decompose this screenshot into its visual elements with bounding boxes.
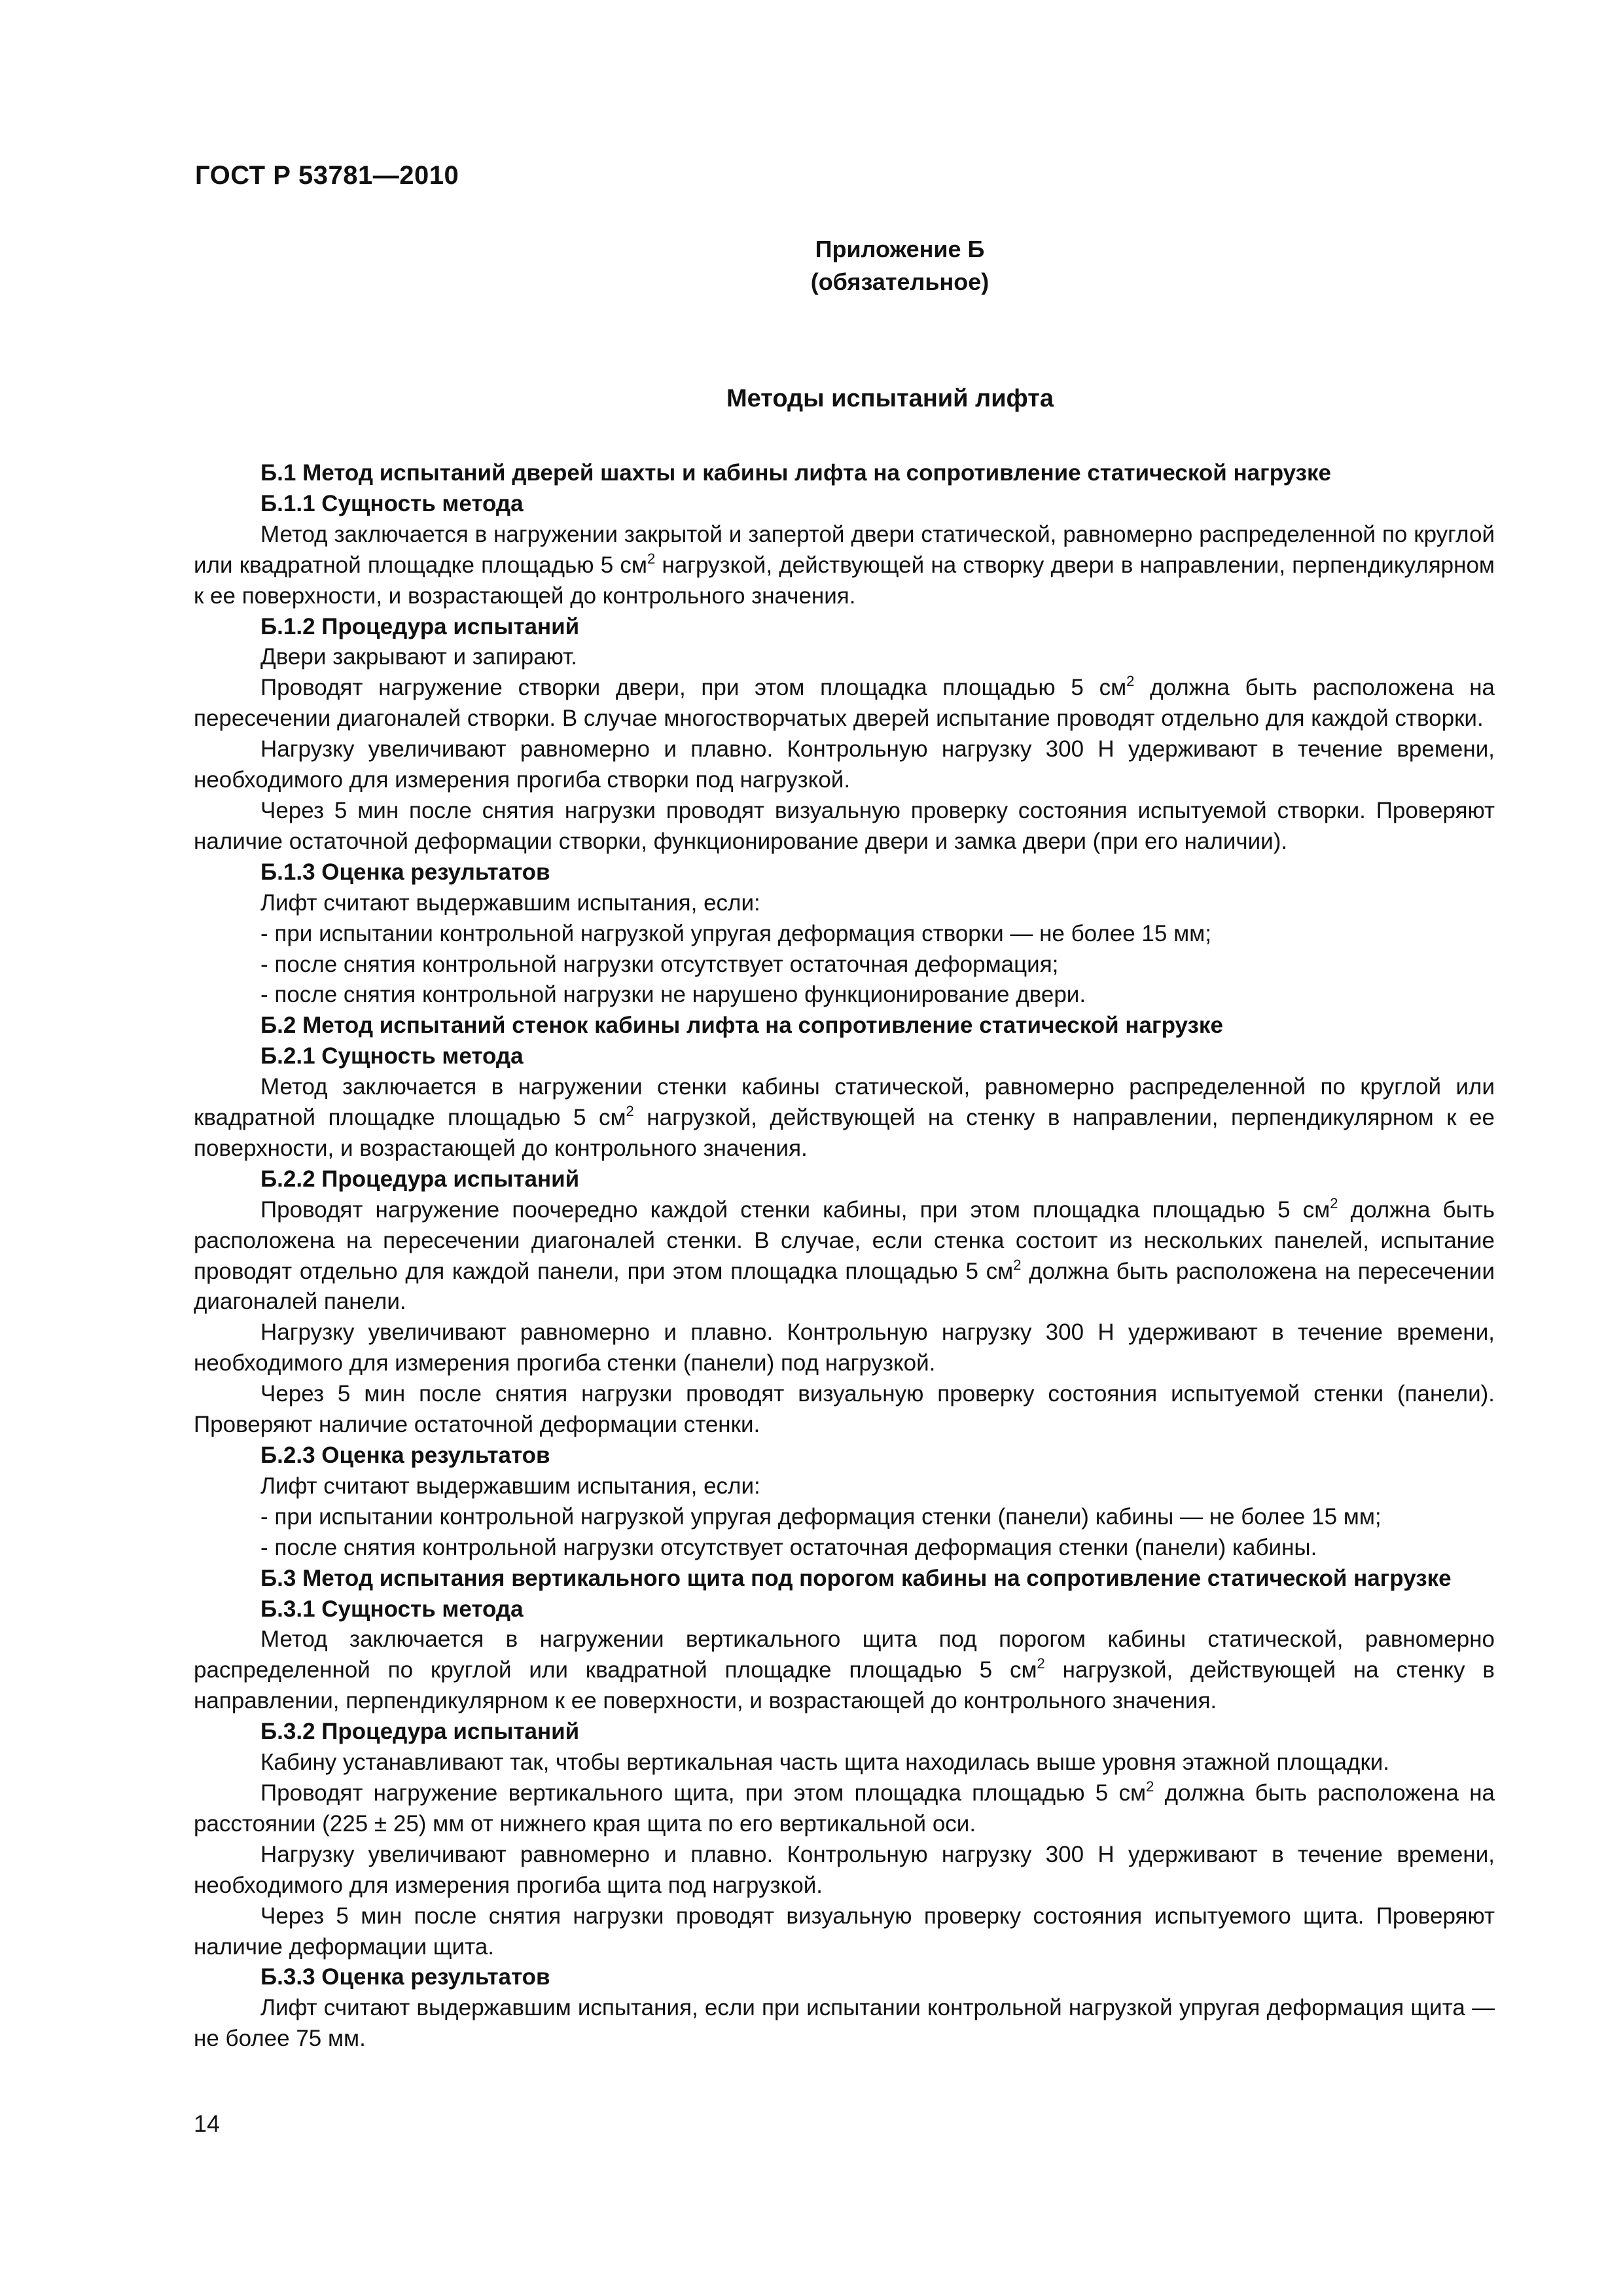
paragraph-b1-2-3: Нагрузку увеличивают равномерно и плавно. Контрольную нагрузку 300 Н удерживают в течение времени, необходимого для измерения прогиба створки под нагрузкой. [194, 736, 1495, 793]
text-fragment: Проводят нагружение створки двери, при этом площадка площадью 5 см [260, 675, 1127, 701]
superscript: 2 [1146, 1778, 1154, 1795]
text-fragment: Метод заключается в нагружении закрытой и запертой двери статической, равномерно распределенной по круглой или квадратной площадке площадью 5 см [194, 521, 1495, 578]
text-fragment: должна быть расположена на пересечении диагоналей стенки. В случае, если стенка состоит из нескольких панелей, испытание проводят отдельно для каждой панели, при этом площадка площадью 5 см [194, 1196, 1495, 1284]
paragraph-b2-2-3: Через 5 мин после снятия нагрузки проводят визуальную проверку состояния испытуемой стенки (панели). Проверяют наличие остаточной деформации стенки. [194, 1381, 1495, 1438]
paragraph-b1-2-2 [194, 673, 1495, 734]
paragraph-b1-2-1: Двери закрывают и запирают. [260, 644, 578, 670]
paragraph-b2-2-1 [194, 1195, 1495, 1318]
subsection-heading-b1-2: Б.1.2 Процедура испытаний [260, 613, 580, 639]
paragraph-b2-2-2: Нагрузку увеличивают равномерно и плавно. Контрольную нагрузку 300 Н удерживают в течение времени, необходимого для измерения прогиба стенки (панели) под нагрузкой. [194, 1319, 1495, 1376]
list-item: - после снятия контрольной нагрузки отсутствует остаточная деформация стенки (панели) кабины. [260, 1534, 1317, 1560]
subsection-heading-b1-1: Б.1.1 Сущность метода [260, 490, 524, 516]
superscript: 2 [1126, 673, 1135, 690]
list-item: - после снятия контрольной нагрузки отсутствует остаточная деформация; [260, 951, 1059, 977]
subsection-heading-b3-3: Б.3.3 Оценка результатов [260, 1964, 550, 1990]
paragraph-b3-2-2 [194, 1778, 1495, 1840]
superscript: 2 [647, 550, 656, 567]
list-item: - после снятия контрольной нагрузки не нарушено функционирование двери. [260, 982, 1086, 1008]
document-body [194, 458, 1495, 2054]
subsection-heading-b3-2: Б.3.2 Процедура испытаний [260, 1719, 580, 1745]
section-heading-b1: Б.1 Метод испытаний дверей шахты и кабины лифта на сопротивление статической нагрузке [260, 460, 1331, 486]
list-item: - при испытании контрольной нагрузкой упругая деформация створки — не более 15 мм; [260, 920, 1211, 946]
superscript: 2 [1037, 1655, 1045, 1672]
text-fragment: нагрузкой, действующей на стенку в направлении, перпендикулярном к ее поверхности, и возрастающей до контрольного значения. [194, 1105, 1495, 1161]
paragraph-b3-2-3: Нагрузку увеличивают равномерно и плавно. Контрольную нагрузку 300 Н удерживают в течение времени, необходимого для измерения прогиба щита под нагрузкой. [194, 1841, 1495, 1898]
paragraph-b2-3-intro: Лифт считают выдержавшим испытания, если: [260, 1473, 760, 1499]
subsection-heading-b3-1: Б.3.1 Сущность метода [260, 1596, 524, 1622]
appendix-label: Приложение Б [815, 236, 985, 262]
subsection-heading-b2-1: Б.2.1 Сущность метода [260, 1043, 524, 1069]
text-fragment: нагрузкой, действующей на створку двери в направлении, перпендикулярном к ее поверхности, и возрастающей до контрольного значения. [194, 552, 1495, 609]
standard-designation: ГОСТ Р 53781—2010 [195, 161, 459, 190]
text-fragment: должна быть расположена на пересечении диагоналей створки. В случае многостворчатых дверей испытание проводят отдельно для каждой створки. [194, 675, 1495, 732]
subsection-heading-b1-3: Б.1.3 Оценка результатов [260, 859, 550, 885]
text-fragment: должна быть расположена на пересечении диагоналей панели. [194, 1258, 1495, 1315]
page-number: 14 [194, 2110, 221, 2137]
appendix-status: (обязательное) [810, 268, 990, 295]
superscript: 2 [626, 1103, 634, 1120]
appendix-heading [0, 233, 1623, 298]
subsection-heading-b2-2: Б.2.2 Процедура испытаний [260, 1166, 580, 1192]
text-fragment: должна быть расположена на расстоянии (225 ± 25) мм от нижнего края щита по его вертикальной оси. [194, 1780, 1495, 1837]
list-item: - при испытании контрольной нагрузкой упругая деформация стенки (панели) кабины — не более 15 мм; [260, 1503, 1382, 1530]
paragraph-b1-1 [194, 520, 1495, 612]
paragraph-b3-1 [194, 1624, 1495, 1717]
text-fragment: Проводят нагружение поочередно каждой стенки кабины, при этом площадка площадью 5 см [260, 1196, 1330, 1223]
superscript: 2 [1013, 1256, 1022, 1273]
paragraph-b1-3-intro: Лифт считают выдержавшим испытания, если: [260, 889, 760, 916]
paragraph-b2-1 [194, 1072, 1495, 1164]
paragraph-b3-3: Лифт считают выдержавшим испытания, если при испытании контрольной нагрузкой упругая деформация щита — не более 75 мм. [194, 1995, 1495, 2052]
section-heading-b2: Б.2 Метод испытаний стенок кабины лифта на сопротивление статической нагрузке [260, 1013, 1223, 1039]
paragraph-b3-2-1: Кабину устанавливают так, чтобы вертикальная часть щита находилась выше уровня этажной площадки. [260, 1749, 1390, 1776]
text-fragment: Метод заключается в нагружении вертикального щита под порогом кабины статической, равномерно распределенной по круглой или квадратной площадке площадью 5 см [194, 1626, 1495, 1683]
paragraph-b1-2-4: Через 5 мин после снятия нагрузки проводят визуальную проверку состояния испытуемой створки. Проверяют наличие остаточной деформации створки, функционирование двери и замка двери (при его наличии). [194, 797, 1495, 854]
section-heading-b3: Б.3 Метод испытания вертикального щита под порогом кабины на сопротивление статической нагрузке [260, 1565, 1452, 1591]
paragraph-b3-2-4: Через 5 мин после снятия нагрузки проводят визуальную проверку состояния испытуемого щита. Проверяют наличие деформации щита. [194, 1903, 1495, 1960]
superscript: 2 [1330, 1194, 1338, 1211]
text-fragment: Метод заключается в нагружении стенки кабины статической, равномерно распределенной по круглой или квадратной площадке площадью 5 см [194, 1074, 1495, 1131]
text-fragment: нагрузкой, действующей на стенку в направлении, перпендикулярном к ее поверхности, и возрастающей до контрольного значения. [194, 1657, 1495, 1714]
subsection-heading-b2-3: Б.2.3 Оценка результатов [260, 1443, 550, 1468]
appendix-title: Методы испытаний лифта [726, 385, 1054, 412]
text-fragment: Проводят нагружение вертикального щита, при этом площадка площадью 5 см [260, 1780, 1147, 1806]
